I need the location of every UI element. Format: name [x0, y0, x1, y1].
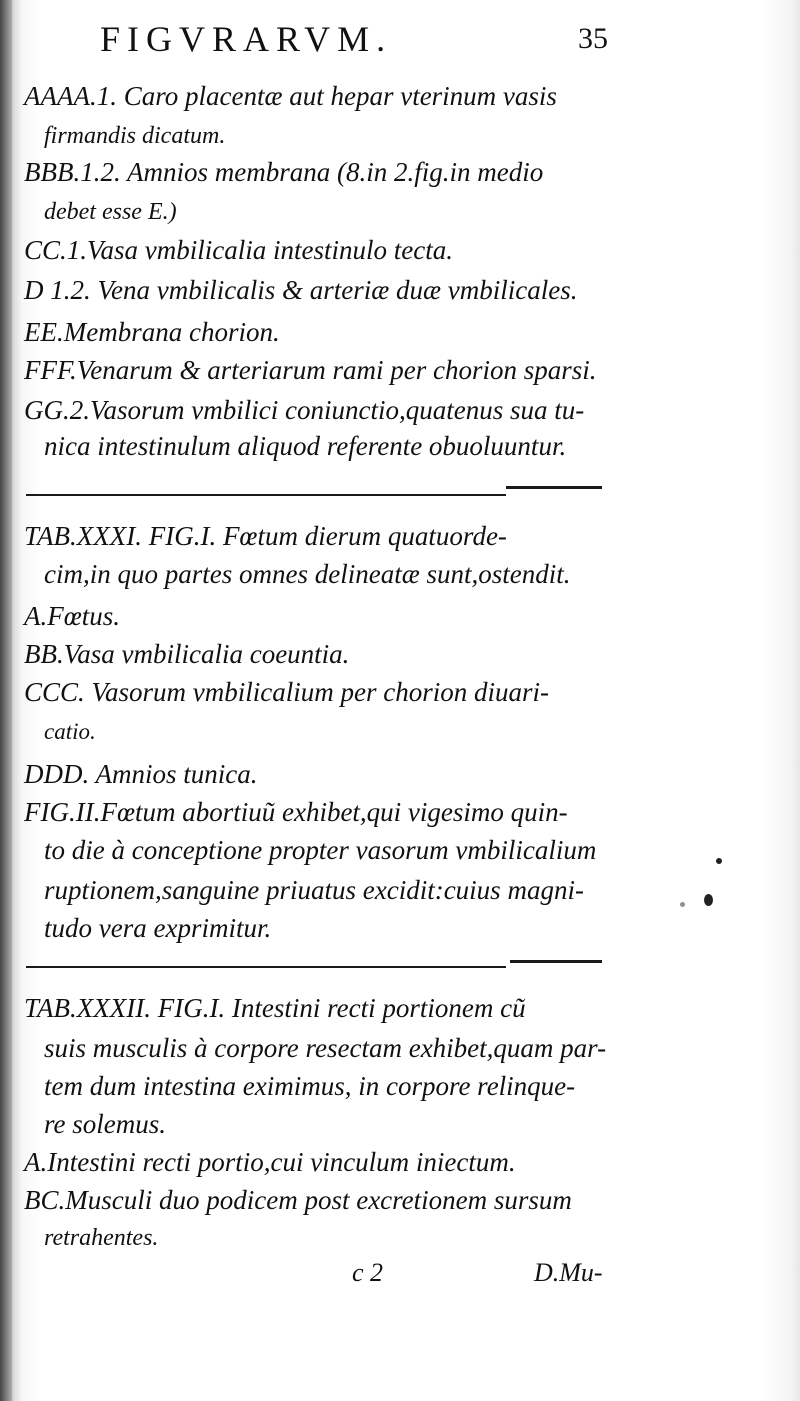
- text-line: debet esse E.): [44, 199, 177, 225]
- text-line: retrahentes.: [44, 1225, 159, 1251]
- text-line: BC.Musculi duo podicem post excretionem sursum: [24, 1185, 572, 1215]
- text-line: TAB.XXXII. FIG.I. Intestini recti portionem cũ: [24, 993, 526, 1023]
- text-line: suis musculis à corpore resectam exhibet,quam par-: [44, 1033, 607, 1063]
- signature-mark: c 2: [352, 1258, 384, 1287]
- text-line: firmandis dicatum.: [44, 123, 226, 149]
- text-line: catio.: [44, 719, 96, 744]
- text-line: EE.Membrana chorion.: [24, 317, 280, 347]
- text-line: tudo vera exprimitur.: [44, 913, 272, 943]
- section-rule: [26, 966, 506, 968]
- text-line: CC.1.Vasa vmbilicalia intestinulo tecta.: [24, 235, 453, 265]
- ink-speck: [716, 858, 722, 864]
- text-line: ruptionem,sanguine priuatus excidit:cuius magni-: [44, 875, 584, 905]
- text-line: FIG.II.Fœtum abortiuũ exhibet,qui vigesimo quin-: [24, 797, 568, 827]
- text-line: cim,in quo partes omnes delineatæ sunt,ostendit.: [44, 559, 571, 589]
- section-rule: [26, 494, 506, 496]
- catchword: D.Mu-: [534, 1258, 603, 1287]
- text-line: BBB.1.2. Amnios membrana (8.in 2.fig.in medio: [24, 157, 544, 187]
- text-line: CCC. Vasorum vmbilicalium per chorion diuari-: [24, 677, 549, 707]
- text-line: A.Intestini recti portio,cui vinculum iniectum.: [24, 1147, 516, 1177]
- section-rule: [510, 960, 602, 963]
- text-line: A.Fœtus.: [24, 601, 121, 631]
- text-line: nica intestinulum aliquod referente obuoluuntur.: [44, 431, 567, 461]
- text-line: AAAA.1. Caro placentæ aut hepar vterinum vasis: [24, 81, 557, 111]
- text-line: tem dum intestina eximimus, in corpore relinque-: [44, 1071, 576, 1101]
- ink-speck: [680, 902, 685, 907]
- text-line: BB.Vasa vmbilicalia coeuntia.: [24, 639, 350, 669]
- text-line: GG.2.Vasorum vmbilici coniunctio,quatenus sua tu-: [24, 395, 585, 425]
- section-rule: [506, 486, 602, 489]
- text-line: DDD. Amnios tunica.: [24, 759, 258, 789]
- binding-shadow: [0, 0, 12, 1401]
- running-head: FIGVRARVM.: [100, 19, 393, 59]
- text-line: FFF.Venarum & arteriarum rami per chorion sparsi.: [24, 355, 597, 385]
- text-line: to die à conceptione propter vasorum vmbilicalium: [44, 835, 597, 865]
- ink-speck: [704, 894, 713, 906]
- text-line: re solemus.: [44, 1109, 166, 1139]
- text-line: TAB.XXXI. FIG.I. Fœtum dierum quatuorde-: [24, 521, 507, 551]
- text-line: D 1.2. Vena vmbilicalis & arteriæ duæ vmbilicales.: [24, 275, 578, 305]
- page-number: 35: [578, 22, 608, 55]
